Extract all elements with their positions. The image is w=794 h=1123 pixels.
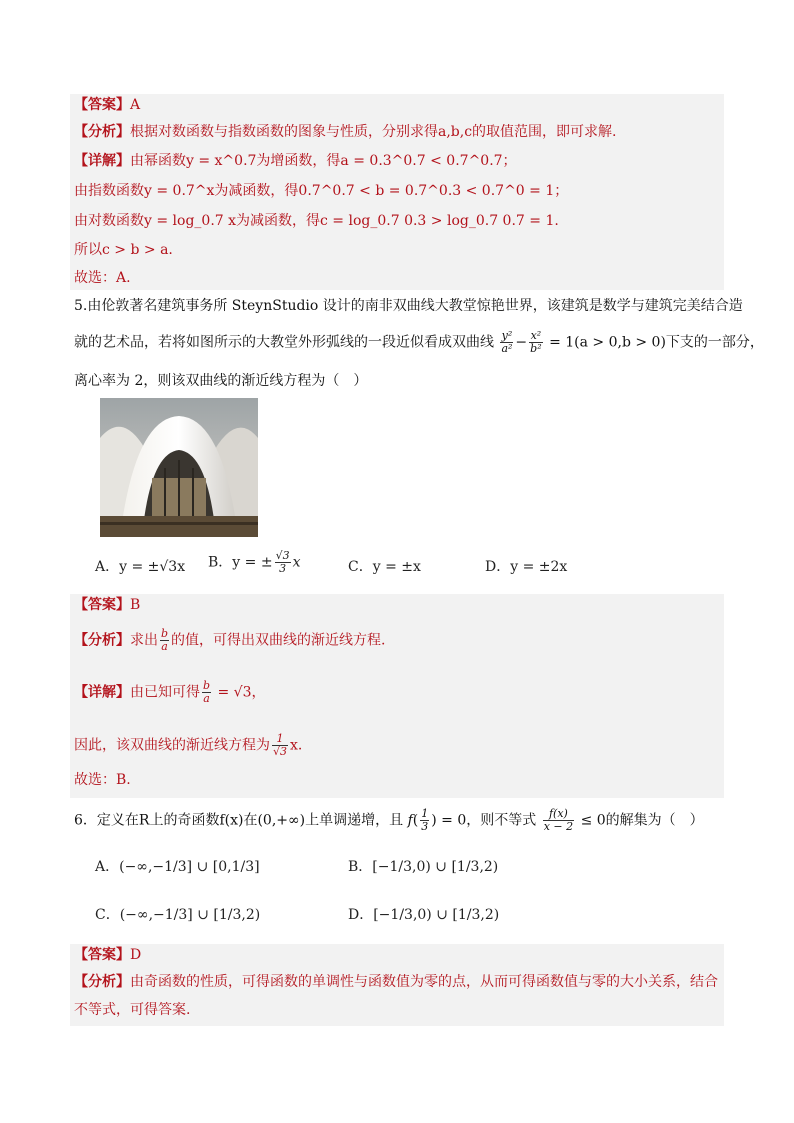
q4-detail-4: 所以c > b > a. bbox=[74, 242, 173, 258]
q4-detail-1: 【详解】由幂函数y = x^0.7为增函数，得a = 0.3^0.7 < 0.7^0.7； bbox=[74, 153, 517, 169]
q6-option-a[interactable]: A．(−∞,−1/3] ∪ [0,1/3] bbox=[95, 859, 260, 875]
cathedral-photo bbox=[100, 398, 258, 537]
q4-answer: 【答案】A bbox=[74, 97, 141, 113]
q4-detail-2: 由指数函数y = 0.7^x为减函数，得0.7^0.7 < b = 0.7^0.3 < 0.7^0 = 1； bbox=[74, 183, 569, 199]
fraction-1-over-3: $\frac{1}{3}$ bbox=[421, 807, 429, 833]
q5-stem-line-1: 5.由伦敦著名建筑事务所 SteynStudio 设计的南非双曲线大教堂惊艳世界，该建筑是数学与建筑完美结合造 bbox=[74, 298, 743, 314]
q5-answer: 【答案】B bbox=[74, 597, 141, 613]
q4-analysis: 【分析】根据对数函数与指数函数的图象与性质，分别求得a,b,c的取值范围，即可求解. bbox=[74, 124, 617, 140]
q4-detail-3: 由对数函数y = log_0.7 x为减函数，得c = log_0.7 0.3 > log_0.7 0.7 = 1. bbox=[74, 213, 559, 229]
q5-option-b[interactable]: B．y = ± $\frac{√3}{3}$ x bbox=[208, 549, 301, 575]
q5-detail-1: 【详解】由已知可得 $\frac{b}{a}$ = √3， bbox=[74, 679, 266, 705]
q5-stem-line-2: 就的艺术品，若将如图所示的大教堂外形弧线的一段近似看成双曲线 $\frac{\text{y²}}{\text{a²}}$ − $\frac{\text{x²}}{\text{b²}}$ = 1(a > 0,b > 0)下支的一部分， bbox=[74, 329, 764, 355]
q5-stem-line-3: 离心率为 2，则该双曲线的渐近线方程为（ ） bbox=[74, 373, 368, 389]
fraction-y2-over-a2: $\frac{\text{y²}}{\text{a²}}$ bbox=[501, 329, 513, 355]
fraction-b-over-a: $\frac{b}{a}$ bbox=[161, 627, 169, 653]
q5-analysis: 【分析】求出 $\frac{b}{a}$ 的值，可得出双曲线的渐近线方程. bbox=[74, 627, 386, 653]
q5-detail-2: 因此，该双曲线的渐近线方程为 $\frac{1}{√3}$ x. bbox=[74, 732, 303, 758]
q6-answer: 【答案】D bbox=[74, 947, 142, 963]
q5-option-a[interactable]: A．y = ±√3x bbox=[95, 559, 186, 575]
q6-option-c[interactable]: C．(−∞,−1/3] ∪ [1/3,2) bbox=[95, 907, 261, 923]
fraction-x2-over-b2: $\frac{\text{x²}}{\text{b²}}$ bbox=[530, 329, 542, 355]
q6-option-d[interactable]: D．[−1/3,0) ∪ [1/3,2) bbox=[348, 907, 500, 923]
fraction-b-over-a-2: $\frac{b}{a}$ bbox=[203, 679, 211, 705]
q6-analysis-1: 【分析】由奇函数的性质，可得函数的单调性与函数值为零的点，从而可得函数值与零的大小关系，结合 bbox=[74, 974, 718, 990]
q6-stem: 6．定义在R上的奇函数f(x)在(0,+∞)上单调递增，且 f( $\frac{1}{3}$ ) = 0，则不等式 $\frac{f(x)}{x - 2}$ ≤ 0的解集为（ ） bbox=[74, 807, 704, 833]
fraction-1-over-sqrt3: $\frac{1}{√3}$ bbox=[273, 732, 288, 758]
q4-choice: 故选：A. bbox=[74, 270, 131, 286]
q6-analysis-2: 不等式，可得答案. bbox=[74, 1002, 191, 1018]
q5-choice: 故选：B. bbox=[74, 772, 131, 788]
q5-option-d[interactable]: D．y = ±2x bbox=[485, 559, 568, 575]
q6-option-b[interactable]: B．[−1/3,0) ∪ [1/3,2) bbox=[348, 859, 499, 875]
q5-option-c[interactable]: C．y = ±x bbox=[348, 559, 421, 575]
cathedral-image-icon bbox=[100, 398, 258, 537]
fraction-sqrt3-over-3: $\frac{√3}{3}$ bbox=[275, 549, 290, 575]
fraction-fx-over-x-minus-2: $\frac{f(x)}{x - 2}$ bbox=[543, 807, 574, 833]
